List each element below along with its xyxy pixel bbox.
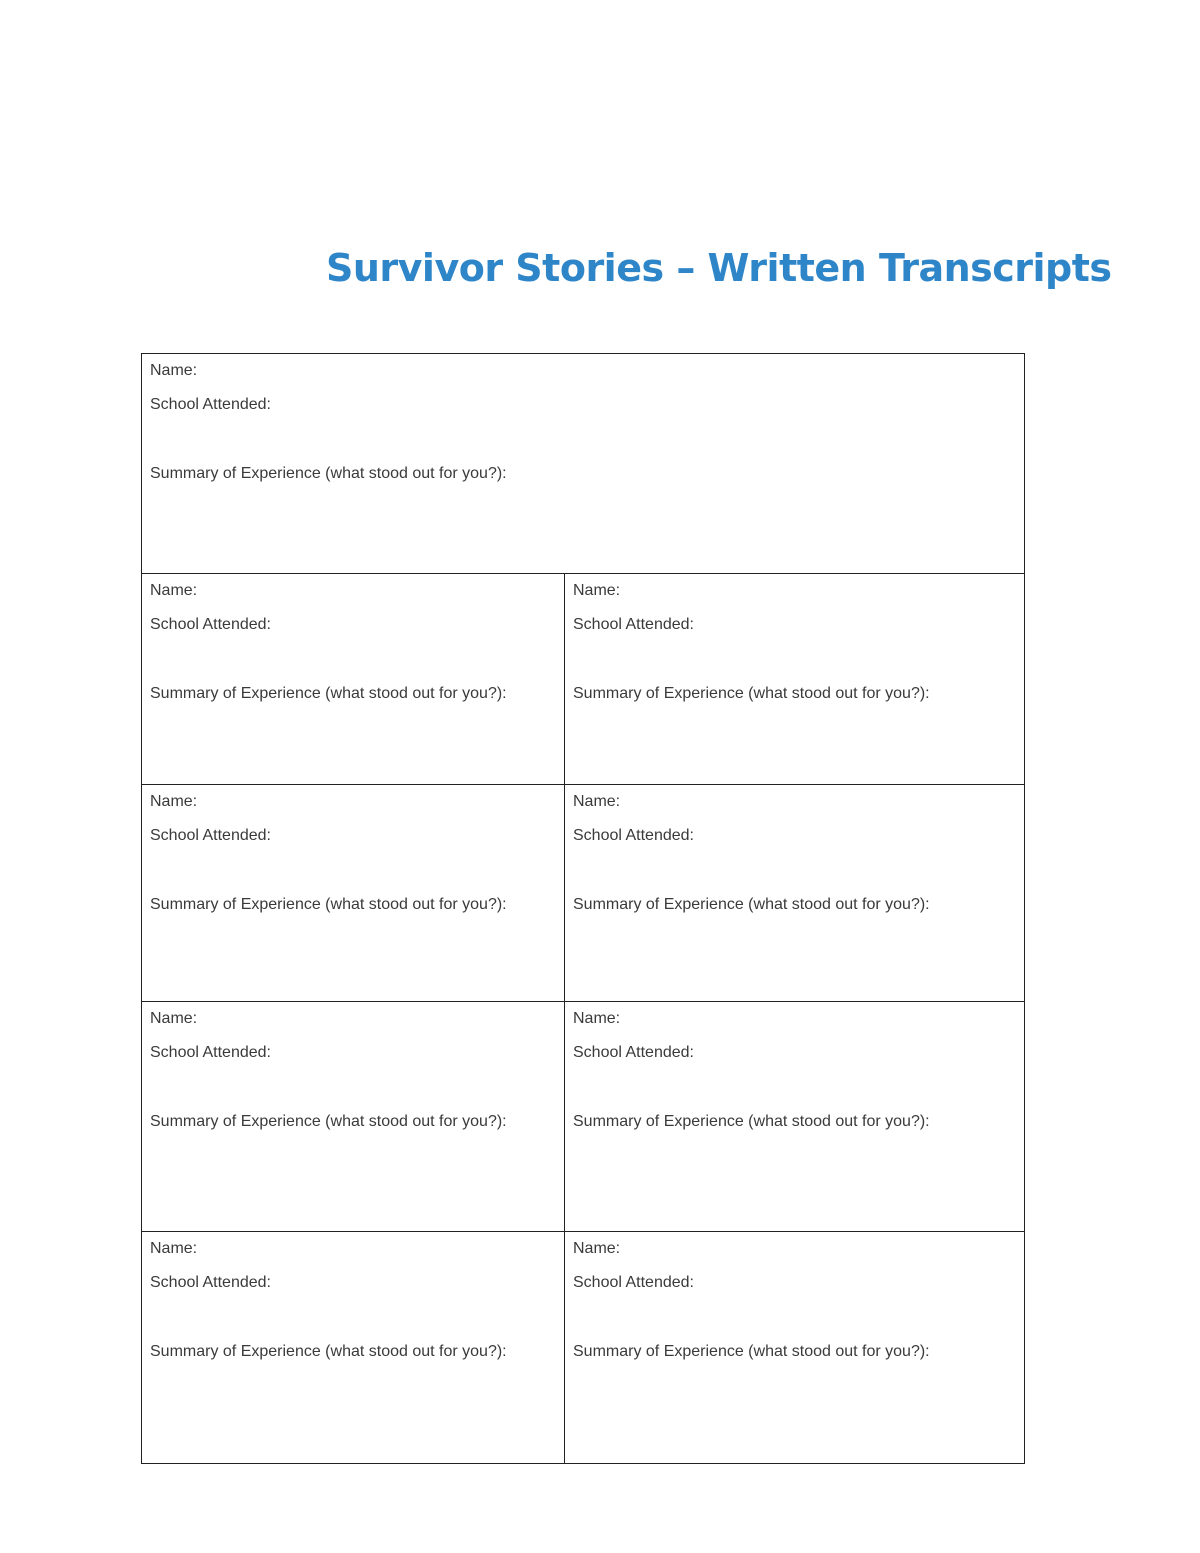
summary-label: Summary of Experience (what stood out for you?): [573, 1113, 930, 1130]
entry-cell[interactable] [142, 354, 1025, 574]
table-row [142, 574, 1025, 785]
name-label: Name: [573, 1240, 621, 1257]
summary-label: Summary of Experience (what stood out for you?): [150, 896, 507, 913]
summary-label: Summary of Experience (what stood out for you?): [150, 1113, 507, 1130]
name-label: Name: [150, 362, 198, 379]
entry-cell[interactable] [142, 1232, 565, 1464]
school-attended-label: School Attended: [150, 1044, 271, 1061]
school-attended-label: School Attended: [150, 1274, 271, 1291]
summary-label: Summary of Experience (what stood out for you?): [573, 896, 930, 913]
name-label: Name: [573, 793, 621, 810]
name-label: Name: [573, 1010, 621, 1027]
summary-label: Summary of Experience (what stood out for you?): [573, 685, 930, 702]
school-attended-label: School Attended: [150, 396, 271, 413]
school-attended-label: School Attended: [573, 827, 694, 844]
table-row [142, 785, 1025, 1002]
page-title: Survivor Stories – Written Transcripts [326, 246, 1112, 290]
name-label: Name: [150, 1010, 198, 1027]
entry-cell[interactable] [142, 574, 565, 785]
entry-cell[interactable] [142, 1002, 565, 1232]
summary-label: Summary of Experience (what stood out for you?): [150, 685, 507, 702]
summary-label: Summary of Experience (what stood out for you?): [150, 1343, 507, 1360]
table-row [142, 1002, 1025, 1232]
summary-label: Summary of Experience (what stood out for you?): [573, 1343, 930, 1360]
transcript-form-table [141, 353, 1025, 1464]
school-attended-label: School Attended: [150, 616, 271, 633]
table-row [142, 1232, 1025, 1464]
entry-cell[interactable] [565, 785, 1025, 1002]
entry-cell[interactable] [565, 574, 1025, 785]
table-row [142, 354, 1025, 574]
school-attended-label: School Attended: [573, 1044, 694, 1061]
summary-label: Summary of Experience (what stood out for you?): [150, 465, 507, 482]
entry-cell[interactable] [142, 785, 565, 1002]
name-label: Name: [150, 1240, 198, 1257]
school-attended-label: School Attended: [573, 616, 694, 633]
name-label: Name: [150, 793, 198, 810]
school-attended-label: School Attended: [150, 827, 271, 844]
name-label: Name: [573, 582, 621, 599]
name-label: Name: [150, 582, 198, 599]
entry-cell[interactable] [565, 1002, 1025, 1232]
entry-cell[interactable] [565, 1232, 1025, 1464]
school-attended-label: School Attended: [573, 1274, 694, 1291]
